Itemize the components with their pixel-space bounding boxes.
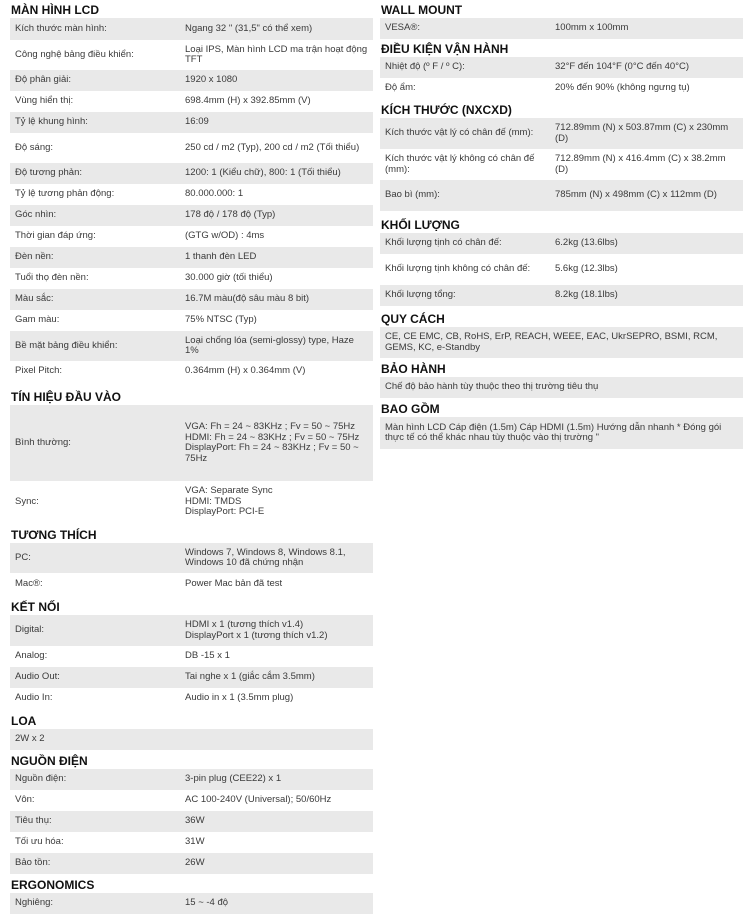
spec-row	[10, 226, 373, 247]
section-title: KHỐI LƯỢNG	[381, 218, 460, 232]
spec-table	[10, 543, 373, 595]
spec-row	[10, 405, 373, 481]
spec-value: 1 thanh đèn LED	[185, 251, 257, 263]
section-title: ERGONOMICS	[11, 878, 95, 892]
spec-label: Kích thước vật lý không có chân đế (mm):	[385, 153, 535, 175]
spec-row	[10, 543, 373, 573]
spec-value: DB -15 x 1	[185, 650, 230, 662]
spec-row	[10, 18, 373, 40]
spec-row	[380, 180, 743, 211]
spec-row	[10, 893, 373, 914]
section-title: TÍN HIỆU ĐẦU VÀO	[11, 390, 122, 404]
spec-value: Power Mac bản đã test	[185, 577, 283, 589]
spec-row	[10, 832, 373, 853]
section-compatibility	[10, 527, 373, 595]
section-title: KẾT NỐI	[11, 600, 60, 614]
section-ergonomics	[10, 877, 373, 914]
section-connectivity	[10, 599, 373, 709]
spec-row	[10, 112, 373, 133]
spec-value: 15 ~ -4 độ	[185, 897, 229, 909]
section-wall-mount	[380, 2, 743, 39]
section-title: NGUỒN ĐIỆN	[11, 754, 88, 768]
section-dimensions	[380, 102, 743, 211]
spec-value: Loại chống lóa (semi-glossy) type, Haze 1%	[185, 334, 354, 356]
spec-value: Loại IPS, Màn hình LCD ma trận hoạt động TFT	[185, 43, 368, 65]
spec-value: Ngang 32 " (31,5" có thể xem)	[185, 22, 313, 34]
spec-value: 712.89mm (N) x 416.4mm (C) x 38.2mm (D)	[555, 153, 726, 175]
spec-label: Mac®:	[15, 577, 43, 589]
spec-value: 20% đến 90% (không ngưng tụ)	[555, 82, 690, 94]
spec-row	[10, 70, 373, 91]
section-title: LOA	[11, 714, 37, 728]
spec-label: 2W x 2	[15, 733, 45, 745]
section-weight	[380, 217, 743, 306]
section-input-signal	[10, 389, 373, 523]
spec-value: 178 độ / 178 độ (Typ)	[185, 209, 276, 221]
spec-row	[10, 481, 373, 523]
spec-value: 16:09	[185, 116, 209, 128]
spec-value: 785mm (N) x 498mm (C) x 112mm (D)	[555, 189, 717, 201]
spec-row	[10, 310, 373, 331]
spec-row	[10, 729, 373, 750]
spec-label: Tối ưu hóa:	[15, 836, 64, 848]
spec-label: Audio Out:	[15, 671, 60, 683]
spec-label: Độ ẩm:	[385, 82, 416, 94]
spec-label: Audio In:	[15, 692, 53, 704]
spec-label: Vùng hiển thị:	[15, 95, 74, 107]
spec-value: Tai nghe x 1 (giắc cắm 3.5mm)	[185, 671, 315, 683]
spec-label: Nguồn điện:	[15, 773, 67, 785]
section-title: BẢO HÀNH	[381, 362, 446, 376]
spec-value: HDMI x 1 (tương thích v1.4) DisplayPort x 1 (tương thích v1.2)	[185, 619, 328, 641]
spec-label: Digital:	[15, 624, 45, 636]
section-title: KÍCH THƯỚC (NXCXD)	[381, 103, 512, 117]
spec-label: Bao bì (mm):	[385, 189, 440, 201]
section-operating-conditions	[380, 41, 743, 99]
spec-row	[380, 327, 743, 358]
spec-row	[10, 769, 373, 790]
spec-label: PC:	[15, 551, 31, 563]
spec-label: Analog:	[15, 650, 48, 662]
spec-value: 5.6kg (12.3lbs)	[555, 263, 618, 275]
spec-row	[380, 149, 743, 180]
spec-value: 30.000 giờ (tối thiểu)	[185, 272, 273, 284]
spec-row	[380, 57, 743, 78]
section-title: BAO GỒM	[381, 402, 440, 416]
spec-value: Chế độ bảo hành tùy thuộc theo thị trường tiêu thụ	[385, 381, 599, 393]
spec-row	[10, 688, 373, 709]
spec-label: Gam màu:	[15, 314, 60, 326]
spec-value: AC 100-240V (Universal); 50/60Hz	[185, 794, 332, 806]
spec-row	[10, 811, 373, 832]
spec-label: Vôn:	[15, 794, 35, 806]
spec-table	[380, 57, 743, 99]
spec-row	[10, 247, 373, 268]
section-title: ĐIỀU KIỆN VẬN HÀNH	[381, 42, 509, 56]
spec-label: Bề mặt bảng điều khiển:	[15, 339, 118, 351]
spec-label: Đèn nền:	[15, 251, 54, 263]
spec-label: Tiêu thụ:	[15, 815, 52, 827]
spec-value: 250 cd / m2 (Typ), 200 cd / m2 (Tối thiểu)	[185, 141, 360, 153]
spec-label: Tỷ lệ tương phản động:	[15, 188, 115, 200]
spec-value: VGA: Fh = 24 ~ 83KHz ; Fv = 50 ~ 75Hz HDMI: Fh = 24 ~ 83KHz ; Fv = 50 ~ 75Hz DisplayPort: Fh = 24 ~ 83KHz ; Fv = 50 ~ 75Hz	[185, 421, 360, 464]
spec-value: 712.89mm (N) x 503.87mm (C) x 230mm (D)	[555, 122, 729, 144]
spec-value: (GTG w/OD) : 4ms	[185, 230, 265, 242]
spec-label: Kích thước màn hình:	[15, 22, 107, 34]
spec-value: 1920 x 1080	[185, 74, 238, 86]
spec-row	[10, 361, 373, 382]
spec-row	[10, 615, 373, 646]
section-power	[10, 753, 373, 874]
spec-value: 8.2kg (18.1lbs)	[555, 289, 618, 301]
section-certifications	[380, 311, 743, 358]
spec-row	[10, 163, 373, 184]
spec-label: Bình thường:	[15, 436, 71, 448]
spec-label: Khối lượng tổng:	[385, 289, 456, 301]
spec-row	[10, 289, 373, 310]
spec-value: 80.000.000: 1	[185, 188, 244, 200]
spec-value: 698.4mm (H) x 392.85mm (V)	[185, 95, 311, 107]
spec-row	[10, 40, 373, 70]
spec-row	[380, 254, 743, 285]
spec-value: VGA: Separate Sync HDMI: TMDS DisplayPort: PCI-E	[185, 485, 273, 518]
spec-table	[380, 417, 743, 449]
spec-value: 26W	[185, 857, 205, 869]
spec-value: 1200: 1 (Kiểu chữ), 800: 1 (Tối thiểu)	[185, 167, 341, 179]
spec-label: Tuổi thọ đèn nền:	[15, 272, 89, 284]
spec-label: Nghiêng:	[15, 897, 54, 909]
spec-label: Khối lượng tịnh không có chân đế:	[385, 263, 531, 275]
spec-label: Bảo tồn:	[15, 857, 51, 869]
section-lcd	[10, 2, 373, 382]
spec-row	[10, 573, 373, 595]
spec-label: Kích thước vật lý có chân đế (mm):	[385, 127, 534, 139]
spec-value: 3-pin plug (CEE22) x 1	[185, 773, 282, 785]
spec-table	[10, 729, 373, 750]
spec-table	[10, 769, 373, 874]
spec-value: 75% NTSC (Typ)	[185, 314, 257, 326]
spec-row	[10, 268, 373, 289]
spec-label: Độ sáng:	[15, 141, 54, 153]
spec-label: Sync:	[15, 495, 39, 507]
spec-value: 6.2kg (13.6lbs)	[555, 237, 618, 249]
spec-row	[380, 285, 743, 306]
spec-table	[380, 18, 743, 39]
section-title: MÀN HÌNH LCD	[11, 3, 99, 17]
spec-row	[10, 667, 373, 688]
spec-table	[10, 893, 373, 914]
spec-label: Độ tương phản:	[15, 167, 82, 179]
section-in-the-box	[380, 401, 743, 449]
spec-value: Audio in x 1 (3.5mm plug)	[185, 692, 294, 704]
spec-table	[380, 233, 743, 306]
spec-label: VESA®:	[385, 22, 420, 34]
spec-table	[10, 615, 373, 709]
spec-value: 31W	[185, 836, 205, 848]
spec-row	[380, 377, 743, 398]
spec-row	[10, 853, 373, 874]
spec-table	[380, 327, 743, 358]
spec-label: Nhiệt độ (º F / º C):	[385, 61, 465, 73]
spec-label: Góc nhìn:	[15, 209, 57, 221]
spec-value: 16.7M màu(độ sâu màu 8 bit)	[185, 293, 310, 305]
spec-value: CE, CE EMC, CB, RoHS, ErP, REACH, WEEE, EAC, UkrSEPRO, BSMI, RCM, GEMS, KC, e-Standby	[385, 331, 718, 353]
spec-row	[10, 646, 373, 667]
spec-label: Độ phân giải:	[15, 74, 71, 86]
spec-value: Màn hình LCD Cáp điện (1.5m) Cáp HDMI (1.5m) Hướng dẫn nhanh * Đóng gói thực tế có thể khác nhau tùy thuộc vào thị trường "	[385, 421, 722, 443]
spec-table	[10, 18, 373, 382]
section-speaker	[10, 713, 373, 750]
spec-row	[380, 417, 743, 449]
spec-value: Windows 7, Windows 8, Windows 8.1, Windows 10 đã chứng nhận	[185, 546, 346, 568]
spec-table	[380, 118, 743, 211]
section-title: WALL MOUNT	[381, 3, 463, 17]
section-title: TƯƠNG THÍCH	[11, 528, 97, 542]
section-warranty	[380, 361, 743, 398]
spec-row	[10, 133, 373, 163]
spec-value: 32°F đến 104°F (0°C đến 40°C)	[555, 61, 690, 73]
spec-row	[380, 18, 743, 39]
spec-label: Pixel Pitch:	[15, 365, 62, 377]
spec-row	[10, 790, 373, 811]
spec-value: 36W	[185, 815, 205, 827]
spec-row	[10, 205, 373, 226]
spec-label: Màu sắc:	[15, 293, 54, 305]
spec-row	[10, 184, 373, 205]
spec-value: 0.364mm (H) x 0.364mm (V)	[185, 365, 306, 377]
spec-table	[380, 377, 743, 398]
spec-row	[380, 78, 743, 99]
spec-label: Công nghệ bảng điều khiển:	[15, 48, 134, 60]
spec-label: Tỷ lệ khung hình:	[15, 116, 88, 128]
spec-value: 100mm x 100mm	[555, 22, 629, 34]
spec-row	[380, 233, 743, 254]
spec-row	[10, 91, 373, 112]
section-title: QUY CÁCH	[381, 312, 445, 326]
spec-label: Khối lượng tịnh có chân đế:	[385, 237, 502, 249]
spec-label: Thời gian đáp ứng:	[15, 230, 96, 242]
spec-row	[380, 118, 743, 149]
spec-row	[10, 331, 373, 361]
spec-table	[10, 405, 373, 523]
